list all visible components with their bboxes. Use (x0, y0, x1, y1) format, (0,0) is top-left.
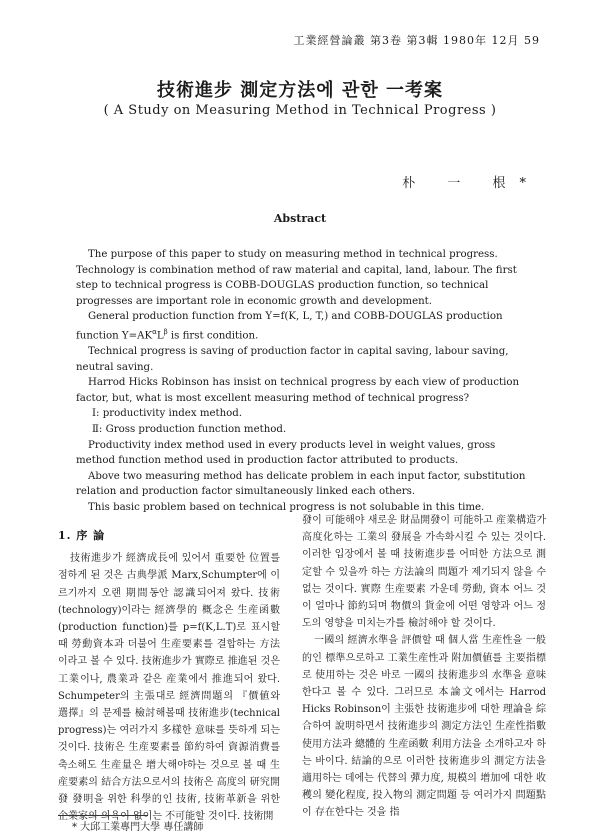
body-column-left (58, 527, 280, 825)
introduction-paragraph-left: 技術進步가 經濟成長에 있어서 重要한 位置를 점하게 된 것은 古典學派 Marx,Schumpter에 이르기까지 오랜 期間동안 認識되어져 왔다. 技術(technology)이라는 經濟學的 概念은 生産函數(production function)를 p=f(K,L.T)로 표시할 때 勞動資本과 더불어 生産要素를 결합하는 方法이라고 볼 수 있다. 技術進步가 實際로 推進된 것은 工業이나, 農業과 같은 産業에서 推進되어 왔다. Schumpeter의 主張대로 經濟問題의 『價値와 選擇』의 문제를 檢討해볼때 技術進步(technical progress)는 여러가지 多樣한 意味를 뜻하게 되는 것이다. 技術은 生産要素를 節約하여 資源消費를 축소해도 生産量은 增大해야하는 것으로 볼 때 生産要素의 結合方法으로서의 技術은 高度의 研究開發 發明을 위한 科學的인 技術, 技術革新을 위한 企業家의 의욕이 없이는 不可能할 것이다. 技術開 (58, 553, 280, 823)
author-name: 朴 一 根* (402, 176, 540, 191)
abstract-paragraph-3: Technical progress is saving of production factor in capital saving, labour saving, neutral saving. (76, 345, 509, 373)
beta-exponent: β (163, 327, 168, 336)
section-heading-introduction: 1. 序 論 (58, 529, 106, 542)
abstract-item-1: Ⅰ: productivity index method. (92, 408, 243, 420)
running-header: 工業經營論叢 第3卷 第3輯 1980年 12月 59 (293, 34, 540, 47)
alpha-exponent: α (152, 327, 157, 336)
abstract-paragraph-6: Above two measuring method has delicate problem in each input factor, substitution relation and production factor simultaneously linked each others. (76, 470, 526, 498)
paper-title-english: ( A Study on Measuring Method in Technical Progress ) (103, 103, 497, 118)
introduction-paragraph-right-1: 發이 可能해야 새로운 財品開發이 可能하고 産業構造가 高度化하는 工業의 發展을 가속화시킬 수 있는 것이다. 이러한 입장에서 볼 때 技術進步를 어떠한 方法으로 測定할 수 있을까 하는 方法論의 問題가 제기되지 않을 수 없는 것이다. 實際 生産要素 가운데 勞動, 資本 어느 것이 얼마나 節約되며 物價의 貨金에 어떤 영향과 어느 정도의 영향을 미치는가를 檢討해야 할 것이다. (302, 515, 546, 630)
abstract-paragraph-5: Productivity index method used in every products level in weight values, gross method function method used in production factor attributed to products. (76, 439, 496, 467)
abstract-paragraph-2-text: General production function from Y=f(K, L, T,) and COBB-DOUGLAS production function Y=AK (76, 311, 503, 342)
abstract-item-2: Ⅱ: Gross production function method. (92, 423, 287, 435)
labour-symbol: L (156, 330, 164, 342)
abstract-heading: Abstract (273, 212, 327, 225)
abstract-body (76, 247, 532, 515)
abstract-paragraph-7: This basic problem based on technical progress is not solubable in this time. (88, 501, 485, 513)
paper-title-korean: 技術進步 測定方法에 관한 一考案 (157, 80, 443, 101)
body-column-right (302, 512, 546, 822)
abstract-paragraph-1: The purpose of this paper to study on measuring method in technical progress. Technology is combination method of raw material and capital, land, labour. The first step to technical progress is COBB-DOUGLAS production function, so technical progresses are important role in economic growth and development. (76, 249, 517, 307)
abstract-paragraph-2-tail: is first condition. (167, 330, 259, 342)
abstract-paragraph-2 (76, 309, 532, 344)
footnote-rule (58, 815, 148, 816)
introduction-paragraph-right-2: 一國의 經濟水準을 評價할 때 個人當 生産性을 一般的인 標準으로하고 工業生産性과 附加價値를 主要指標로 使用하는 것은 바로 一國의 技術進步의 水準을 意味한다고 볼 수 있다. 그러므로 本論文에서는 Harrod Hicks Robinson이 主張한 技術進步에 대한 理論을 綜合하여 說明하면서 技術進步의 測定方法인 生産性指數 使用方法과 總體的 生産函數 利用方法을 소개하고자 하는 바이다. 結論的으로 이러한 技術進步의 測定方法을 適用하는 데에는 代替의 彈力度, 規模의 增加에 대한 收穫의 變化程度, 投入物의 測定問題 등 여러가지 問題點이 存在한다는 것을 指 (302, 635, 546, 819)
abstract-paragraph-4: Harrod Hicks Robinson has insist on technical progress by each view of production factor, but, what is most excellent measuring method of technical progress? (76, 377, 520, 404)
author-affiliation-footnote: * 大邱工業專門大學 專任講師 (72, 822, 204, 833)
